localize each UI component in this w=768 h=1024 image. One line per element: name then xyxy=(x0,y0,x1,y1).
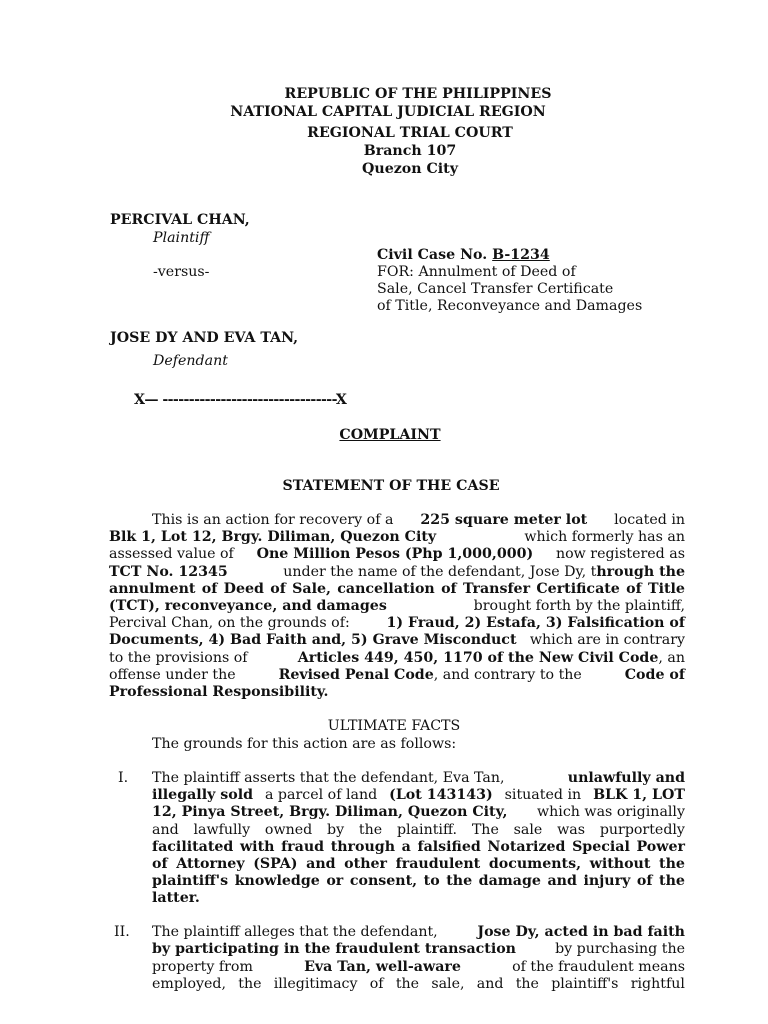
civil-code-articles: Articles 449, 450, 1170 of the New Civil Code xyxy=(297,650,659,666)
fact-1-line-8: latter. xyxy=(152,890,200,906)
penal-code: Revised Penal Code xyxy=(278,667,434,683)
statement-text: Code of xyxy=(624,667,685,683)
word: of xyxy=(369,976,384,992)
fact-1-line-7 xyxy=(152,873,685,889)
statement-text: brought forth by the plaintiff, xyxy=(473,598,685,614)
lot-number: (Lot 143143) xyxy=(389,787,493,803)
caption-separator: X— ---------------------------------X xyxy=(134,392,347,408)
word: Attorney xyxy=(176,856,245,872)
word: plaintiff's xyxy=(152,873,229,889)
fact-1-line-1 xyxy=(152,770,685,786)
defendant-role: Defendant xyxy=(153,353,228,369)
statement-line-8 xyxy=(109,632,685,648)
word: The xyxy=(471,822,499,838)
statement-line-4 xyxy=(109,564,685,580)
word: of xyxy=(201,581,218,597)
word: of xyxy=(152,856,168,872)
fact-2-line-1 xyxy=(152,924,685,940)
word: injury xyxy=(583,873,631,889)
case-for-line-2: Sale, Cancel Transfer Certificate xyxy=(377,281,614,297)
statement-text xyxy=(109,581,685,597)
word: lawfully xyxy=(193,822,251,838)
word: the xyxy=(659,873,685,889)
fact-1-line-6 xyxy=(152,856,685,872)
word: illegitimacy xyxy=(273,976,358,992)
statement-text: located in xyxy=(614,512,685,528)
word: Sale, xyxy=(292,581,331,597)
statement-line-2 xyxy=(109,529,685,545)
word: sale, xyxy=(431,976,465,992)
statement-text: This is an action for recovery of a xyxy=(152,512,394,528)
statement-text: Percival Chan, on the grounds of: xyxy=(109,615,350,631)
fact-text: The plaintiff alleges that the defendant, xyxy=(152,924,438,940)
word: and xyxy=(547,873,577,889)
case-for-line-3: of Title, Reconveyance and Damages xyxy=(377,298,643,314)
fact-2-numeral: II. xyxy=(114,924,130,940)
word: plaintiff's xyxy=(551,976,619,992)
defendant-name: JOSE DY AND EVA TAN, xyxy=(110,330,299,346)
fact-text: property from xyxy=(152,959,253,975)
facts-heading: ULTIMATE FACTS xyxy=(327,718,461,734)
header-court: REGIONAL TRIAL COURT xyxy=(307,125,513,141)
word: the xyxy=(446,873,473,889)
fact-text: BLK 1, LOT xyxy=(593,787,685,803)
statement-line-5 xyxy=(109,581,685,597)
facts-intro: The grounds for this action are as follows: xyxy=(152,736,457,752)
fact-1-line-3 xyxy=(152,804,685,820)
grounds-list: 1) Fraud, 2) Estafa, 3) Falsification of xyxy=(386,615,685,631)
word: employed, xyxy=(152,976,227,992)
statement-text: hrough the xyxy=(596,564,685,580)
word: the xyxy=(659,856,685,872)
case-number-label: Civil Case No. xyxy=(377,247,488,263)
statement-text: (TCT), reconveyance, and damages xyxy=(109,598,387,614)
fact-text: The plaintiff asserts that the defendant, Eva Tan, xyxy=(152,770,505,786)
fact-text: illegally sold xyxy=(152,787,254,803)
statement-line-10 xyxy=(109,667,685,683)
word: Transfer xyxy=(462,581,531,597)
fact-2-line-4 xyxy=(152,976,685,992)
fact-1-line-4 xyxy=(152,822,685,838)
fact-text: Eva Tan, well-aware xyxy=(304,959,461,975)
fact-1-numeral: I. xyxy=(118,770,129,786)
word: and xyxy=(476,976,504,992)
word: was xyxy=(557,822,586,838)
word: the xyxy=(515,976,539,992)
lot-size: 225 square meter lot xyxy=(420,512,588,528)
document-title: COMPLAINT xyxy=(339,427,441,443)
word: knowledge xyxy=(234,873,320,889)
word: a xyxy=(401,839,411,855)
fact-text: unlawfully and xyxy=(567,770,685,786)
header-city: Quezon City xyxy=(362,161,458,177)
word: without xyxy=(589,856,651,872)
grounds-list: Documents, 4) Bad Faith and, 5) Grave Misconduct xyxy=(109,632,517,648)
word: sale xyxy=(513,822,543,838)
statement-text: now registered as xyxy=(555,546,685,562)
statement-text: which are in contrary xyxy=(529,632,685,648)
fact-text: 12, Pinya Street, Brgy. Diliman, Quezon City, xyxy=(152,804,508,820)
word: to xyxy=(423,873,440,889)
word: of xyxy=(270,581,286,597)
word: documents, xyxy=(488,856,582,872)
statement-text: under the name of the defendant, Jose Dy, t xyxy=(283,564,597,580)
statement-line-3 xyxy=(109,546,685,562)
fact-text: situated in xyxy=(504,787,582,803)
word: (SPA) xyxy=(253,856,298,872)
property-location: Blk 1, Lot 12, Brgy. Diliman, Quezon City xyxy=(109,529,437,545)
fact-text: by purchasing the xyxy=(555,941,685,957)
statement-text: which formerly has an xyxy=(524,529,685,545)
word: damage xyxy=(478,873,541,889)
tct-number: TCT No. 12345 xyxy=(109,564,228,580)
header-republic: REPUBLIC OF THE PHILIPPINES xyxy=(284,86,552,102)
statement-line-7 xyxy=(109,615,685,631)
header-region: NATIONAL CAPITAL JUDICIAL REGION xyxy=(230,104,546,120)
word: plaintiff. xyxy=(396,822,458,838)
fact-text xyxy=(152,976,685,992)
statement-text: assessed value of xyxy=(109,546,234,562)
word: the xyxy=(358,822,383,838)
statement-line-6 xyxy=(109,598,685,614)
word: the xyxy=(395,976,420,992)
word: and xyxy=(306,856,336,872)
fact-text: which was originally xyxy=(537,804,685,820)
fact-text xyxy=(152,873,685,889)
word: through xyxy=(330,839,396,855)
word: annulment xyxy=(109,581,196,597)
word: Deed xyxy=(223,581,264,597)
word: consent, xyxy=(349,873,418,889)
word: cancellation xyxy=(337,581,435,597)
statement-line-9 xyxy=(109,650,685,666)
word: fraudulent xyxy=(395,856,481,872)
word: of xyxy=(441,581,457,597)
fact-text xyxy=(152,856,685,872)
fact-2-line-3 xyxy=(152,959,685,975)
fact-1-line-2 xyxy=(152,787,685,803)
versus-label: -versus- xyxy=(153,264,210,280)
word: purportedly xyxy=(599,822,685,838)
statement-text: offense under the xyxy=(109,667,236,683)
fact-text: by participating in the fraudulent transaction xyxy=(152,941,516,957)
statement-heading: STATEMENT OF THE CASE xyxy=(282,478,500,494)
word: of xyxy=(626,581,642,597)
fact-text: a parcel of land xyxy=(264,787,378,803)
fact-text xyxy=(152,822,685,838)
word: falsified xyxy=(417,839,481,855)
word: and xyxy=(152,822,179,838)
statement-text: , an xyxy=(658,650,685,666)
statement-line-11: Professional Responsibility. xyxy=(109,684,329,700)
statement-text: , and contrary to the xyxy=(433,667,582,683)
word: rightful xyxy=(630,976,685,992)
assessed-value: One Million Pesos (Php 1,000,000) xyxy=(256,546,534,562)
fact-2-line-2 xyxy=(152,941,685,957)
statement-text: to the provisions of xyxy=(109,650,248,666)
word: the xyxy=(238,976,262,992)
word: Power xyxy=(636,839,685,855)
case-number-value: B-1234 xyxy=(492,247,550,263)
word: or xyxy=(326,873,344,889)
word: Special xyxy=(572,839,630,855)
fact-text xyxy=(152,839,685,855)
word: fraud xyxy=(281,839,325,855)
case-number xyxy=(377,247,550,263)
word: of xyxy=(636,873,653,889)
plaintiff-role: Plaintiff xyxy=(153,230,210,246)
word: facilitated xyxy=(152,839,234,855)
word: Notarized xyxy=(487,839,566,855)
plaintiff-name: PERCIVAL CHAN, xyxy=(110,212,250,228)
word: Certificate xyxy=(536,581,620,597)
word: Title xyxy=(648,581,685,597)
fact-1-line-5 xyxy=(152,839,685,855)
word: with xyxy=(239,839,275,855)
header-branch: Branch 107 xyxy=(363,143,457,159)
word: other xyxy=(344,856,388,872)
word: owned xyxy=(264,822,313,838)
case-for-line-1: FOR: Annulment of Deed of xyxy=(377,264,576,280)
fact-text: of the fraudulent means xyxy=(512,959,685,975)
word: by xyxy=(327,822,345,838)
fact-text: Jose Dy, acted in bad faith xyxy=(477,924,685,940)
statement-line-1 xyxy=(152,512,685,528)
